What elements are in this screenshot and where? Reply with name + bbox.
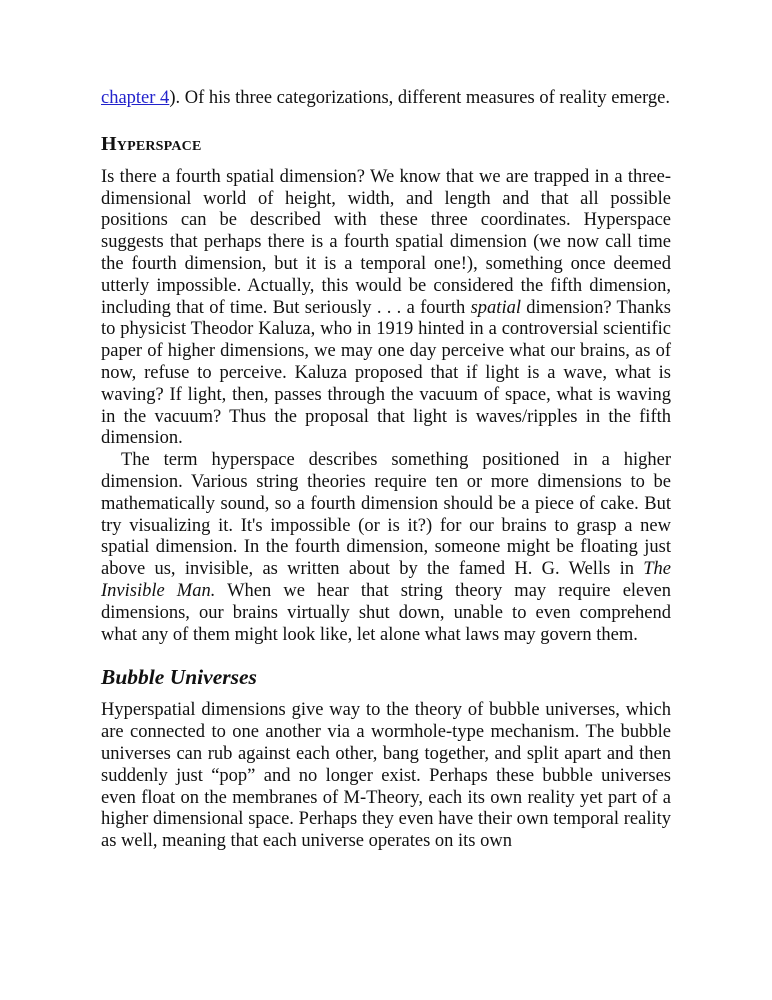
intro-paragraph <box>101 88 671 110</box>
hyperspace-paragraph-1 <box>101 167 671 450</box>
hyperspace-paragraph-2 <box>101 450 671 646</box>
paragraph-text: The term hyperspace describes something positioned in a higher dimension. Various string theories require ten or more dimensions to be mathematically sound, so a fourth dimension should be a piece of cake. But try visualizing it. It's impossible (or is it?) for our brains to grasp a new spatial dimension. In the fourth dimension, someone might be floating just above us, invisible, as written about by the famed H. G. Wells in <box>101 450 671 580</box>
section-heading-hyperspace: Hyperspace <box>101 132 202 155</box>
book-title: The Invisible Man. <box>101 559 671 601</box>
paragraph-text: When we hear that string theory may require eleven dimensions, our brains virtually shut down, unable to even comprehend what any of them might look like, let alone what laws may govern them. <box>101 580 671 645</box>
document-page <box>101 88 671 853</box>
chapter-link[interactable]: chapter 4 <box>101 88 170 108</box>
paragraph-text: Is there a fourth spatial dimension? We know that we are trapped in a three-dimensional world of height, width, and length and that all possible positions can be described with these three coordinates. Hyperspace suggests that perhaps there is a fourth spatial dimension (we now call time the fourth dimension, but it is a temporal one!), something once deemed utterly impossible. Actually, this would be considered the fifth dimension, including that of time. But seriously . . . a fourth <box>101 166 671 318</box>
bubble-universes-paragraph-1: Hyperspatial dimensions give way to the theory of bubble universes, which are connected to one another via a wormhole-type mechanism. The bubble universes can rub against each other, bang together, and split apart and then suddenly just “pop” and no longer exist. Perhaps these bubble universes even float on the membranes of M-Theory, each its own reality yet part of a higher dimensional space. Perhaps they even have their own temporal reality as well, meaning that each universe operates on its own <box>101 700 671 852</box>
emphasis-text: spatial <box>470 297 521 318</box>
intro-text: ). Of his three categorizations, different measures of reality emerge. <box>169 88 670 108</box>
paragraph-text: dimension? Thanks to physicist Theodor Kaluza, who in 1919 hinted in a controversial scientific paper of higher dimensions, we may one day perceive what our brains, as of now, refuse to perceive. Kaluza proposed that if light is a wave, what is waving? If light, then, passes through the vacuum of space, what is waving in the vacuum? Thus the proposal that light is waves/ripples in the fifth dimension. <box>101 297 671 449</box>
section-heading-bubble-universes: Bubble Universes <box>101 665 257 690</box>
